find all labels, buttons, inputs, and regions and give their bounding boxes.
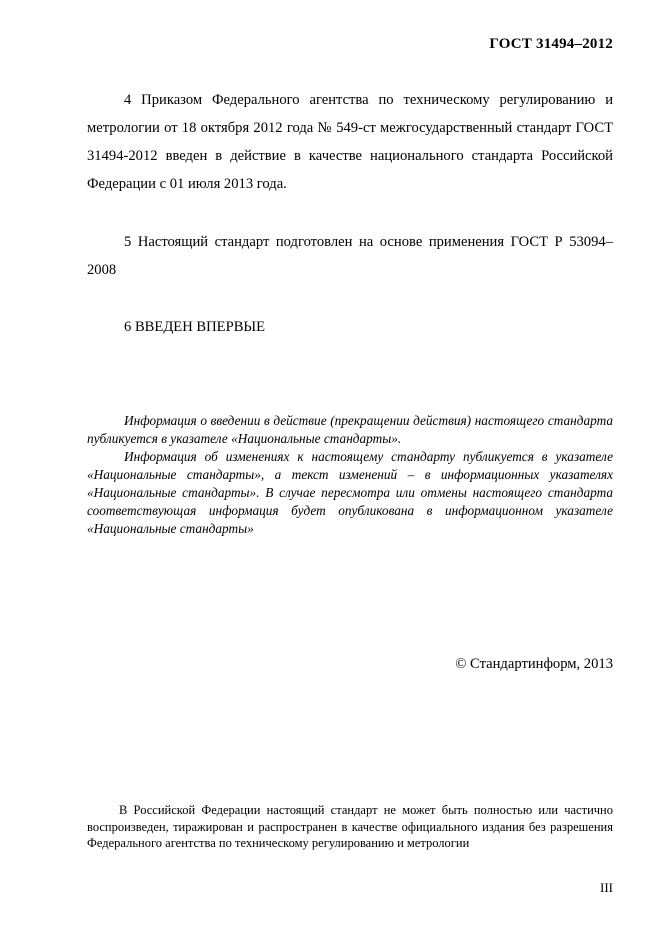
paragraph-order-enactment: 4 Приказом Федерального агентства по техническому регулированию и метрологии от 18 октября 2012 года № 549-ст межгосударственный стандарт ГОСТ 31494-2012 введен в действие в качестве национального стандарта Российской Федерации с 01 июля 2013 года. <box>87 92 613 192</box>
info-changes-notice: Информация об изменениях к настоящему стандарту публикуется в указателе «Национальные стандарты», а текст изменений – в информационных указателях «Национальные стандарты». В случае пересмотра или отмены настоящего стандарта соответствующая информация будет опубликована в информационном указателе «Национальные стандарты» <box>87 449 613 536</box>
reproduction-restriction-note: В Российской Федерации настоящий стандарт не может быть полностью или частично воспроизведен, тиражирован и распространен в качестве официального издания без разрешения Федерального агентства по техническому регулированию и метрологии <box>87 803 613 850</box>
copyright-notice: © Стандартинформ, 2013 <box>455 656 613 672</box>
publication-info-block <box>87 412 613 538</box>
paragraph-basis-standard: 5 Настоящий стандарт подготовлен на основе применения ГОСТ Р 53094–2008 <box>87 234 613 278</box>
standard-header: ГОСТ 31494–2012 <box>489 36 613 52</box>
page-number: III <box>600 880 613 895</box>
info-enactment-notice: Информация о введении в действие (прекращении действия) настоящего стандарта публикуется в указателе «Национальные стандарты». <box>87 413 613 446</box>
paragraph-introduced-first: 6 ВВЕДЕН ВПЕРВЫЕ <box>124 319 266 335</box>
